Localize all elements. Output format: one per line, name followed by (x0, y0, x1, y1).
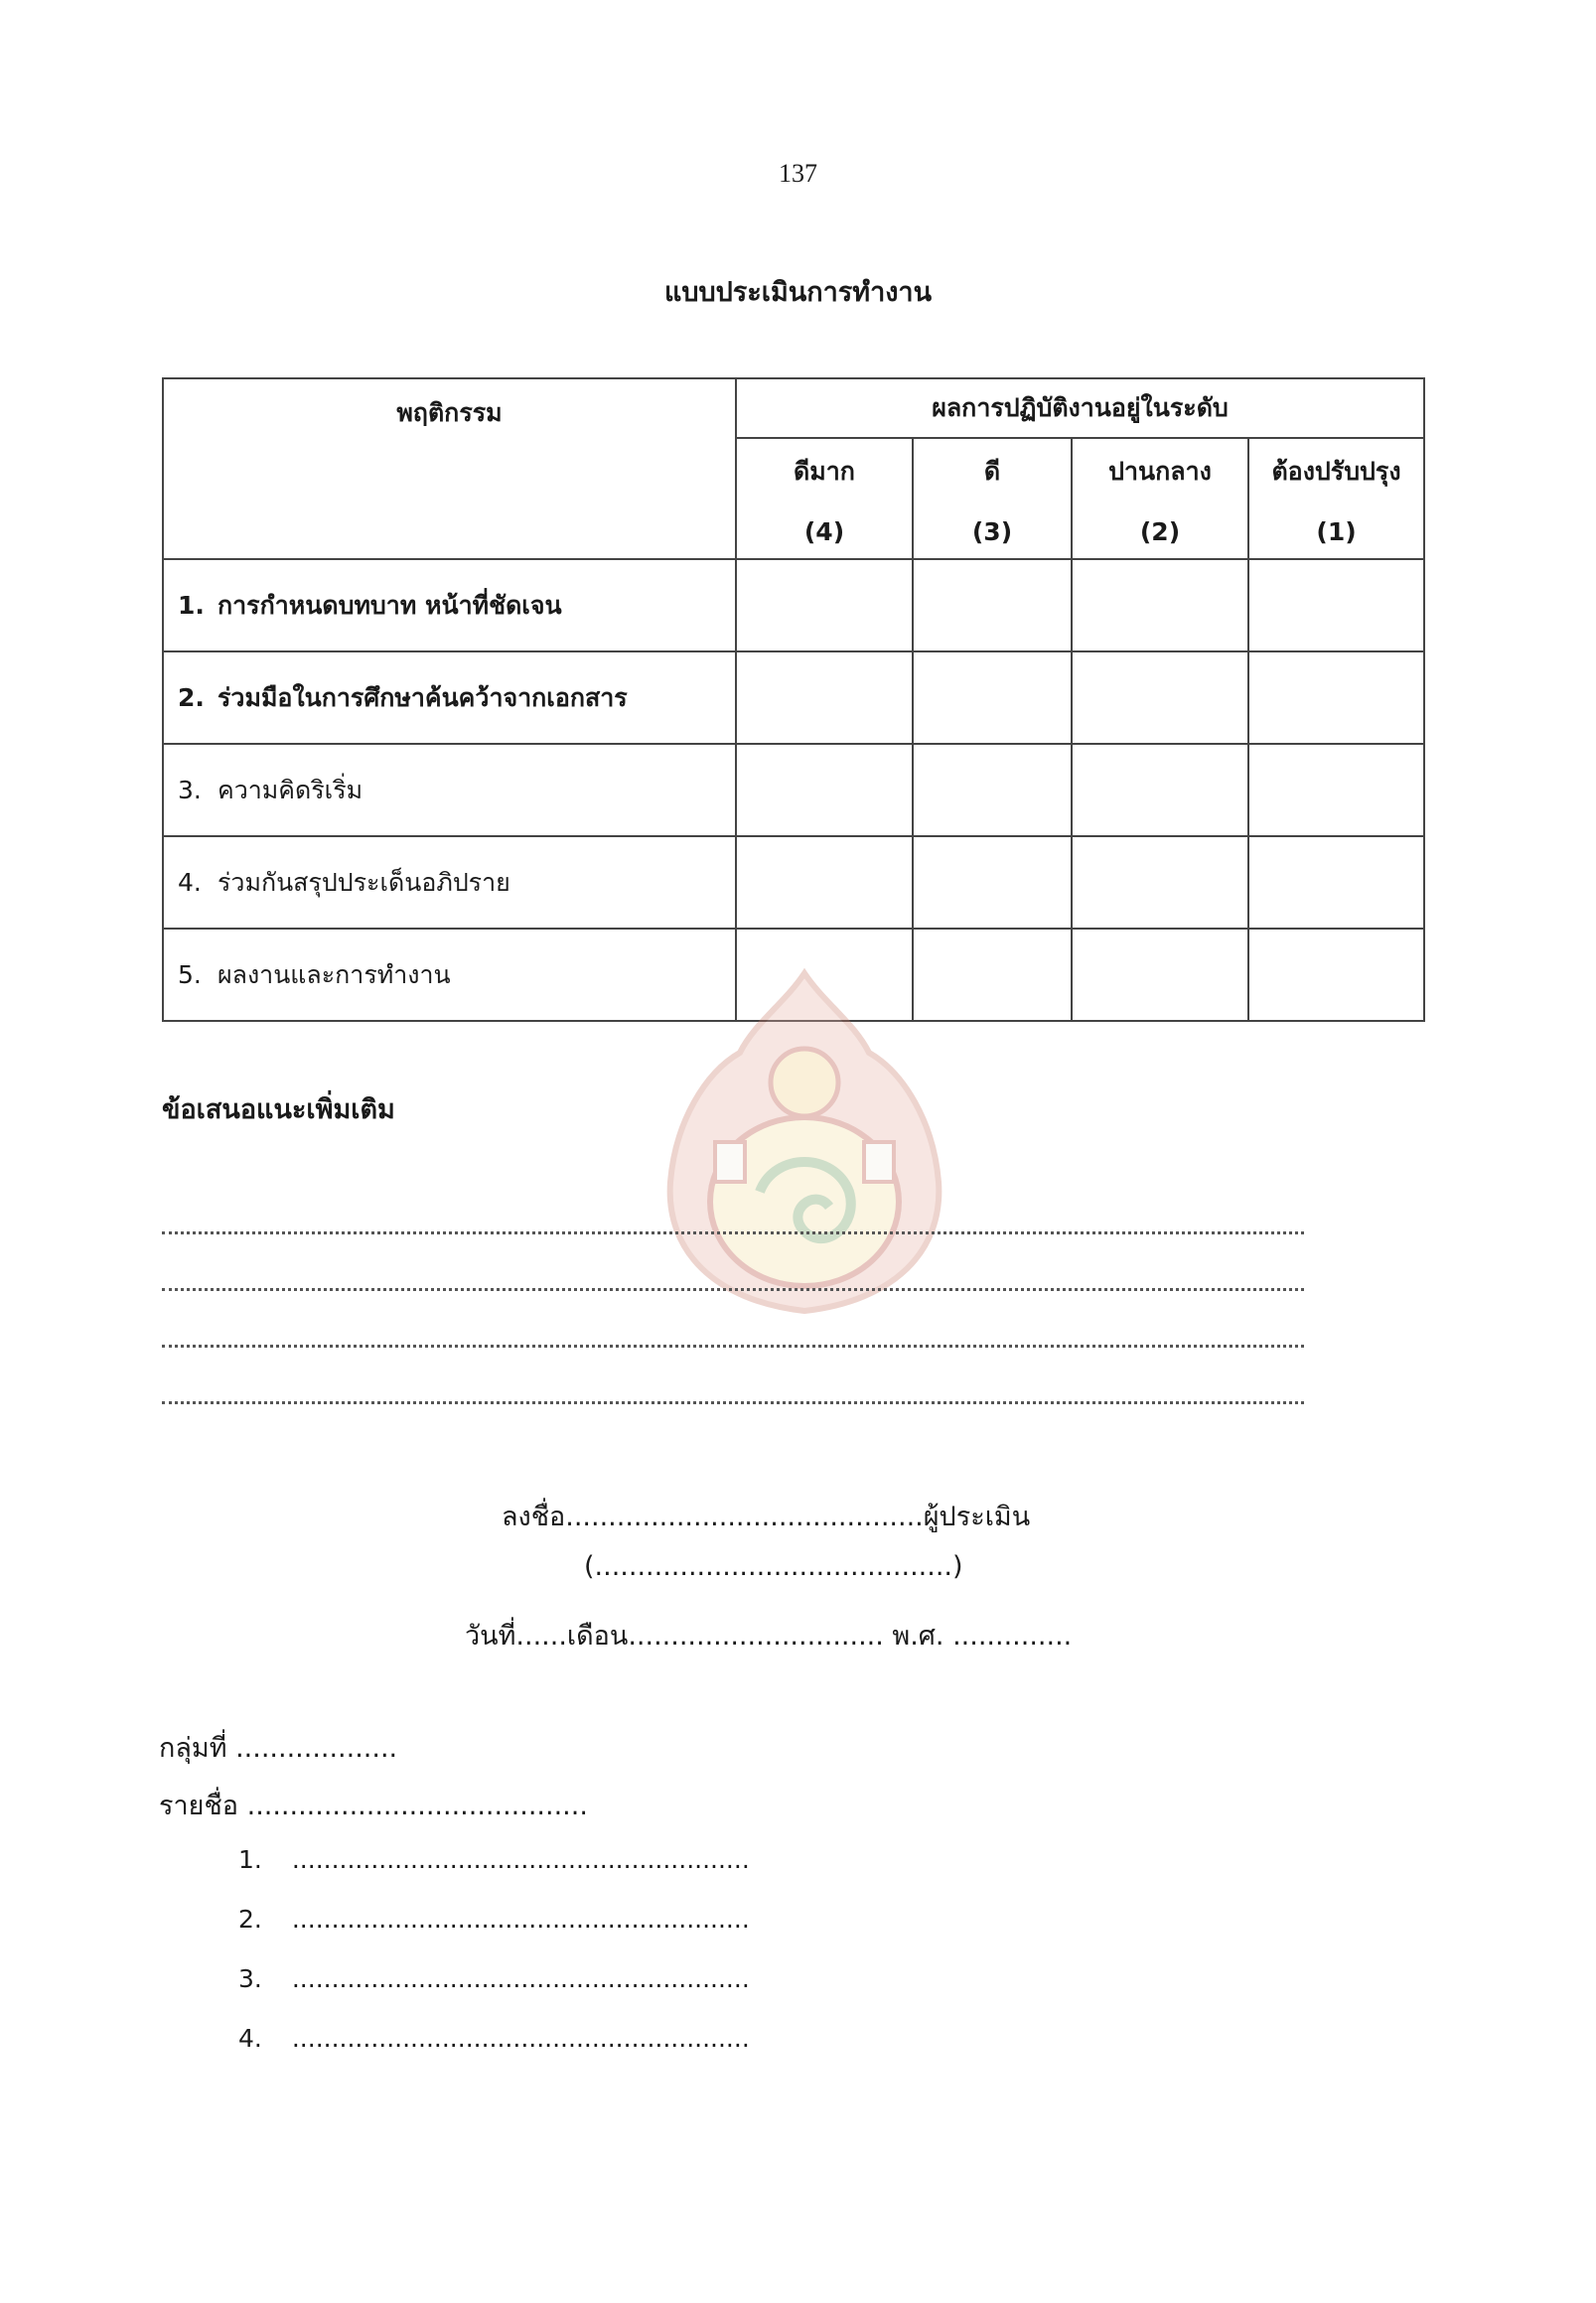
behavior-label (163, 651, 736, 744)
score-cell[interactable] (1072, 929, 1248, 1021)
score-cell[interactable] (913, 559, 1072, 651)
score-cell[interactable] (1248, 929, 1424, 1021)
suggestion-line[interactable] (162, 1231, 1304, 1234)
level-column-header (1072, 438, 1248, 559)
row-number: 3. (178, 775, 202, 804)
score-cell[interactable] (1248, 836, 1424, 929)
member-dots: .......................................................... (291, 1845, 750, 1874)
level-header: ผลการปฏิบัติงานอยู่ในระดับ (736, 378, 1424, 438)
behavior-label (163, 929, 736, 1021)
suggestions-title: ข้อเสนอแนะเพิ่มเติม (162, 1094, 395, 1125)
score-cell[interactable] (736, 836, 913, 929)
form-title: แบบประเมินการทำงาน (663, 277, 933, 308)
score-cell[interactable] (913, 836, 1072, 929)
member-number: 4. (238, 2024, 262, 2053)
row-number: 5. (178, 959, 202, 989)
member-item (238, 1905, 750, 1934)
row-number: 4. (178, 867, 202, 897)
score-cell[interactable] (1248, 744, 1424, 836)
row-text: ความคิดริเริ่ม (218, 775, 363, 804)
level-name: ต้องปรับปรุง (1271, 456, 1401, 486)
score-cell[interactable] (736, 559, 913, 651)
group-line: กลุ่มที่ ................... (159, 1733, 398, 1764)
members-line: รายชื่อ ........................................ (159, 1791, 588, 1821)
score-cell[interactable] (1072, 559, 1248, 651)
row-text: ร่วมมือในการศึกษาค้นคว้าจากเอกสาร (218, 682, 628, 712)
level-column-header (913, 438, 1072, 559)
row-number: 2. (178, 682, 205, 712)
behavior-header: พฤติกรรม (163, 378, 736, 559)
level-name: ดี (983, 456, 1001, 486)
table-row (163, 559, 1424, 651)
score-cell[interactable] (913, 744, 1072, 836)
level-name: ดีมาก (794, 456, 855, 486)
row-text: ร่วมกันสรุปประเด็นอภิปราย (218, 867, 510, 897)
level-score: (2) (1139, 516, 1181, 546)
row-text: ผลงานและการทำงาน (218, 959, 451, 989)
evaluation-table (162, 377, 1425, 1022)
member-item (238, 1964, 750, 1993)
level-column-header (736, 438, 913, 559)
emblem-watermark (655, 963, 953, 1321)
score-cell[interactable] (1072, 651, 1248, 744)
table-row (163, 836, 1424, 929)
member-dots: .......................................................... (291, 2024, 750, 2053)
member-number: 2. (238, 1905, 262, 1934)
level-column-header (1248, 438, 1424, 559)
score-cell[interactable] (1072, 836, 1248, 929)
score-cell[interactable] (1072, 744, 1248, 836)
row-number: 1. (178, 590, 205, 620)
level-score: (3) (971, 516, 1013, 546)
score-cell[interactable] (1248, 559, 1424, 651)
member-dots: .......................................................... (291, 1964, 750, 1993)
suggestion-line[interactable] (162, 1288, 1304, 1291)
score-cell[interactable] (1248, 651, 1424, 744)
member-number: 3. (238, 1964, 262, 1993)
suggestion-line[interactable] (162, 1401, 1304, 1404)
date-line: วันที่......เดือน.............................. พ.ศ. .............. (465, 1621, 1073, 1652)
table-row (163, 744, 1424, 836)
level-score: (4) (803, 516, 845, 546)
member-dots: .......................................................... (291, 1905, 750, 1934)
score-cell[interactable] (736, 651, 913, 744)
evaluator-name-line: (..........................................) (584, 1551, 963, 1582)
member-item (238, 1845, 750, 1874)
page-number: 137 (779, 159, 817, 188)
member-item (238, 2024, 750, 2053)
table-row (163, 651, 1424, 744)
level-score: (1) (1316, 516, 1357, 546)
member-number: 1. (238, 1845, 262, 1874)
score-cell[interactable] (913, 651, 1072, 744)
suggestion-line[interactable] (162, 1345, 1304, 1348)
behavior-label (163, 836, 736, 929)
behavior-label (163, 559, 736, 651)
behavior-label (163, 744, 736, 836)
level-name: ปานกลาง (1108, 456, 1212, 486)
row-text: การกำหนดบทบาท หน้าที่ชัดเจน (218, 590, 562, 620)
signature-line: ลงชื่อ..........................................ผู้ประเมิน (502, 1502, 1031, 1532)
score-cell[interactable] (736, 744, 913, 836)
